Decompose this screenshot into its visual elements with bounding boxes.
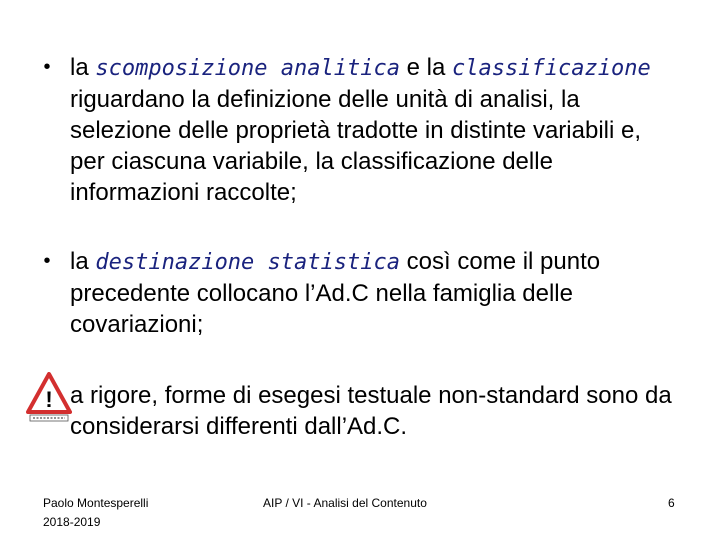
emphasis-scomposizione-analitica: scomposizione analitica <box>95 56 400 81</box>
bullet-text <box>70 52 682 208</box>
bullet-text-part: e la <box>400 54 453 81</box>
bullet-item-destinazione <box>22 246 682 340</box>
emphasis-destinazione-statistica: destinazione statistica <box>95 250 400 275</box>
warning-sign-icon <box>26 372 72 424</box>
bullet-text-part: la <box>70 248 96 275</box>
footer-course-title: AIP / VI - Analisi del Contenuto <box>263 496 427 510</box>
bullet-text: a rigore, forme di esegesi testuale non-standard sono da considerarsi differenti dall’Ad.C. <box>70 382 672 440</box>
emphasis-classificazione: classificazione <box>452 56 651 81</box>
bullet-marker: • <box>43 56 51 78</box>
footer-author <box>43 494 148 532</box>
bullet-text-part: la <box>70 54 96 81</box>
footer-author-name: Paolo Montesperelli <box>43 496 149 510</box>
page-number: 6 <box>668 496 675 510</box>
bullet-item-rigore <box>22 380 682 442</box>
bullet-text <box>70 246 682 340</box>
warning-exclamation: ! <box>45 387 53 412</box>
bullet-marker: • <box>43 250 51 272</box>
footer-academic-year: 2018-2019 <box>43 515 101 529</box>
bullet-item-scomposizione <box>22 52 682 208</box>
bullet-text-part: riguardano la definizione delle unità di analisi, la selezione delle proprietà tradotte in distinte variabili e, per ciascuna variabile, la classificazione delle informazioni raccolte; <box>70 86 641 206</box>
bullet-text-part: così come il punto precedente collocano l’Ad.C nella famiglia delle covariazioni; <box>70 248 601 338</box>
